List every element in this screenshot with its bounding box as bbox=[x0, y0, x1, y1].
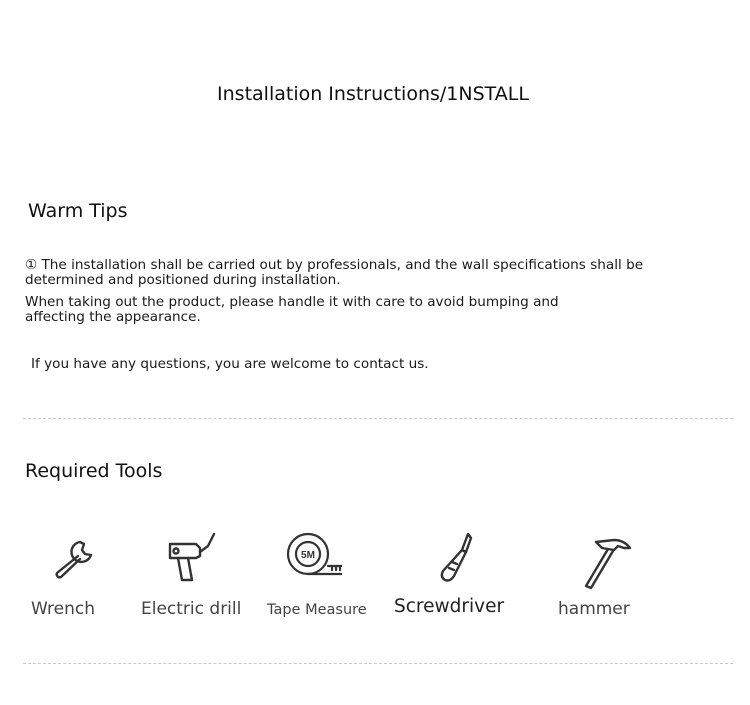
tape-measure-badge: 5M bbox=[301, 550, 315, 561]
hammer-label: hammer bbox=[558, 599, 630, 619]
required-tools-heading: Required Tools bbox=[25, 460, 163, 482]
tip-handle-with-care: When taking out the product, please handle it with care to avoid bumping and affecting the appearance. bbox=[25, 294, 559, 325]
tape-measure-icon bbox=[286, 532, 342, 588]
wrench-icon bbox=[47, 530, 103, 586]
page-title: Installation Instructions/1NSTALL bbox=[217, 83, 529, 105]
tape-measure-label: Tape Measure bbox=[267, 602, 367, 618]
tip-professional-install: ① The installation shall be carried out by professionals, and the wall specifications shall be determined and positioned during installation. bbox=[25, 257, 644, 288]
screwdriver-icon bbox=[428, 530, 484, 586]
electric-drill-label: Electric drill bbox=[141, 599, 242, 619]
warm-tips-heading: Warm Tips bbox=[28, 200, 128, 222]
section-divider-top bbox=[23, 418, 733, 419]
wrench-label: Wrench bbox=[31, 599, 96, 619]
section-divider-bottom bbox=[23, 663, 733, 664]
tip-contact-us: If you have any questions, you are welcome to contact us. bbox=[31, 356, 429, 372]
screwdriver-label: Screwdriver bbox=[394, 596, 505, 617]
electric-drill-icon bbox=[162, 530, 218, 586]
hammer-icon bbox=[580, 534, 636, 590]
